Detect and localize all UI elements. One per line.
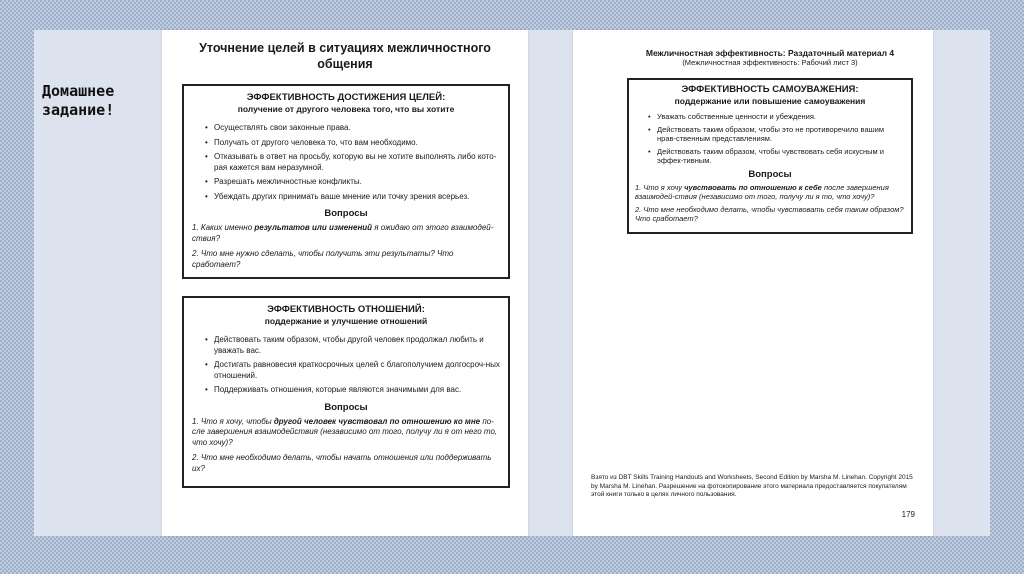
page-number: 179: [901, 510, 915, 519]
box-title: ЭФФЕКТИВНОСТЬ САМОУВАЖЕНИЯ:: [681, 84, 859, 95]
right-page: [573, 30, 933, 536]
copyright-footnote: Взято из DBT Skills Training Handouts and Worksheets, Second Edition by Marsha M. Linehan. Copyright 2015 by Marsha M. Linehan. Разрешение на фотокопирование этого материала предоставляется покупателям этой книги только в целях личного пользования.: [591, 474, 913, 498]
question-text: 1. Каких именно: [192, 223, 255, 232]
question-text: после завершения взаимодей-ствия (независимо от того, получу ли я то, что хочу)?: [635, 182, 889, 201]
list-item: • Действовать таким образом, чтобы чувствовать себя искусным и эффек-тивным.: [657, 147, 905, 166]
question-text: по-сле завершения взаимодействия (независимо от того, получу ли я от него то, что хочу)?: [192, 416, 498, 447]
question-2: 2. Что мне нужно сделать, чтобы получить эти результаты? Что сработает?: [192, 249, 454, 269]
self-respect-effectiveness-box: [627, 78, 913, 234]
question-text: 1. Что я хочу, чтобы: [192, 416, 274, 426]
questions-heading: Вопросы: [324, 401, 368, 413]
box-subtitle: поддержание и улучшение отношений: [264, 316, 428, 326]
box-subtitle: поддержание или повышение самоуважения: [674, 96, 866, 106]
question-1: [635, 183, 905, 202]
handout-subheading: (Межличностная эффективность: Рабочий лист 3): [682, 58, 858, 67]
list-item: • Действовать таким образом, чтобы это не противоречило вашим нрав-ственным представлениям.: [657, 125, 905, 144]
list-item: • Убеждать других принимать ваше мнение или точку зрения всерьез.: [214, 192, 500, 203]
question-emphasis: чувствовать по отношению к себе: [684, 182, 822, 192]
list-item: • Поддерживать отношения, которые являются значимыми для вас.: [214, 385, 500, 396]
list-item: • Разрешать межличностные конфликты.: [214, 177, 500, 188]
question-emphasis: результатов или изменений: [254, 223, 373, 232]
list-item: • Действовать таким образом, чтобы другой человек продолжал любить и уважать вас.: [214, 335, 500, 356]
question-1: [192, 417, 500, 449]
left-page: [162, 30, 528, 536]
list-item: • Уважать собственные ценности и убеждения.: [657, 112, 905, 122]
questions-heading: Вопросы: [748, 168, 792, 180]
list-item: • Получать от другого человека то, что вам необходимо.: [214, 138, 500, 149]
list-item: • Осуществлять свои законные права.: [214, 123, 500, 134]
question-2: 2. Что мне необходимо делать, чтобы чувствовать себя таким образом? Что сработает?: [635, 204, 904, 223]
box-title: ЭФФЕКТИВНОСТЬ ДОСТИЖЕНИЯ ЦЕЛЕЙ:: [246, 92, 446, 103]
list-item: • Достигать равновесия краткосрочных целей с благополучием долгосроч-ных отношений.: [214, 360, 500, 381]
bullet-list: [657, 112, 905, 166]
slide: [34, 30, 990, 536]
handout-heading: Межличностная эффективность: Раздаточный материал 4: [645, 48, 895, 58]
left-page-title: Уточнение целей в ситуациях межличностного общения: [199, 41, 491, 71]
relationship-effectiveness-box: [182, 296, 510, 488]
box-title: ЭФФЕКТИВНОСТЬ ОТНОШЕНИЙ:: [267, 304, 425, 315]
question-text: 1. Что я хочу: [635, 182, 685, 192]
question-text: я ожидаю от этого взаимодей-ствия?: [192, 223, 494, 243]
question-emphasis: другой человек чувствовал по отношению ко мне: [273, 416, 481, 426]
question-2: 2. Что мне необходимо делать, чтобы начать отношения или поддерживать их?: [192, 453, 492, 473]
homework-label: Домашнее задание!: [42, 82, 115, 119]
questions-heading: Вопросы: [324, 208, 368, 219]
box-subtitle: получение от другого человека того, что вы хотите: [237, 104, 455, 114]
bullet-list: [214, 335, 500, 396]
question-1: [192, 223, 500, 244]
goal-effectiveness-box: [182, 84, 510, 279]
list-item: • Отказывать в ответ на просьбу, которую вы не хотите выполнять либо кото-рая кажется вам неразумной.: [214, 152, 500, 173]
bullet-list: [214, 123, 500, 202]
